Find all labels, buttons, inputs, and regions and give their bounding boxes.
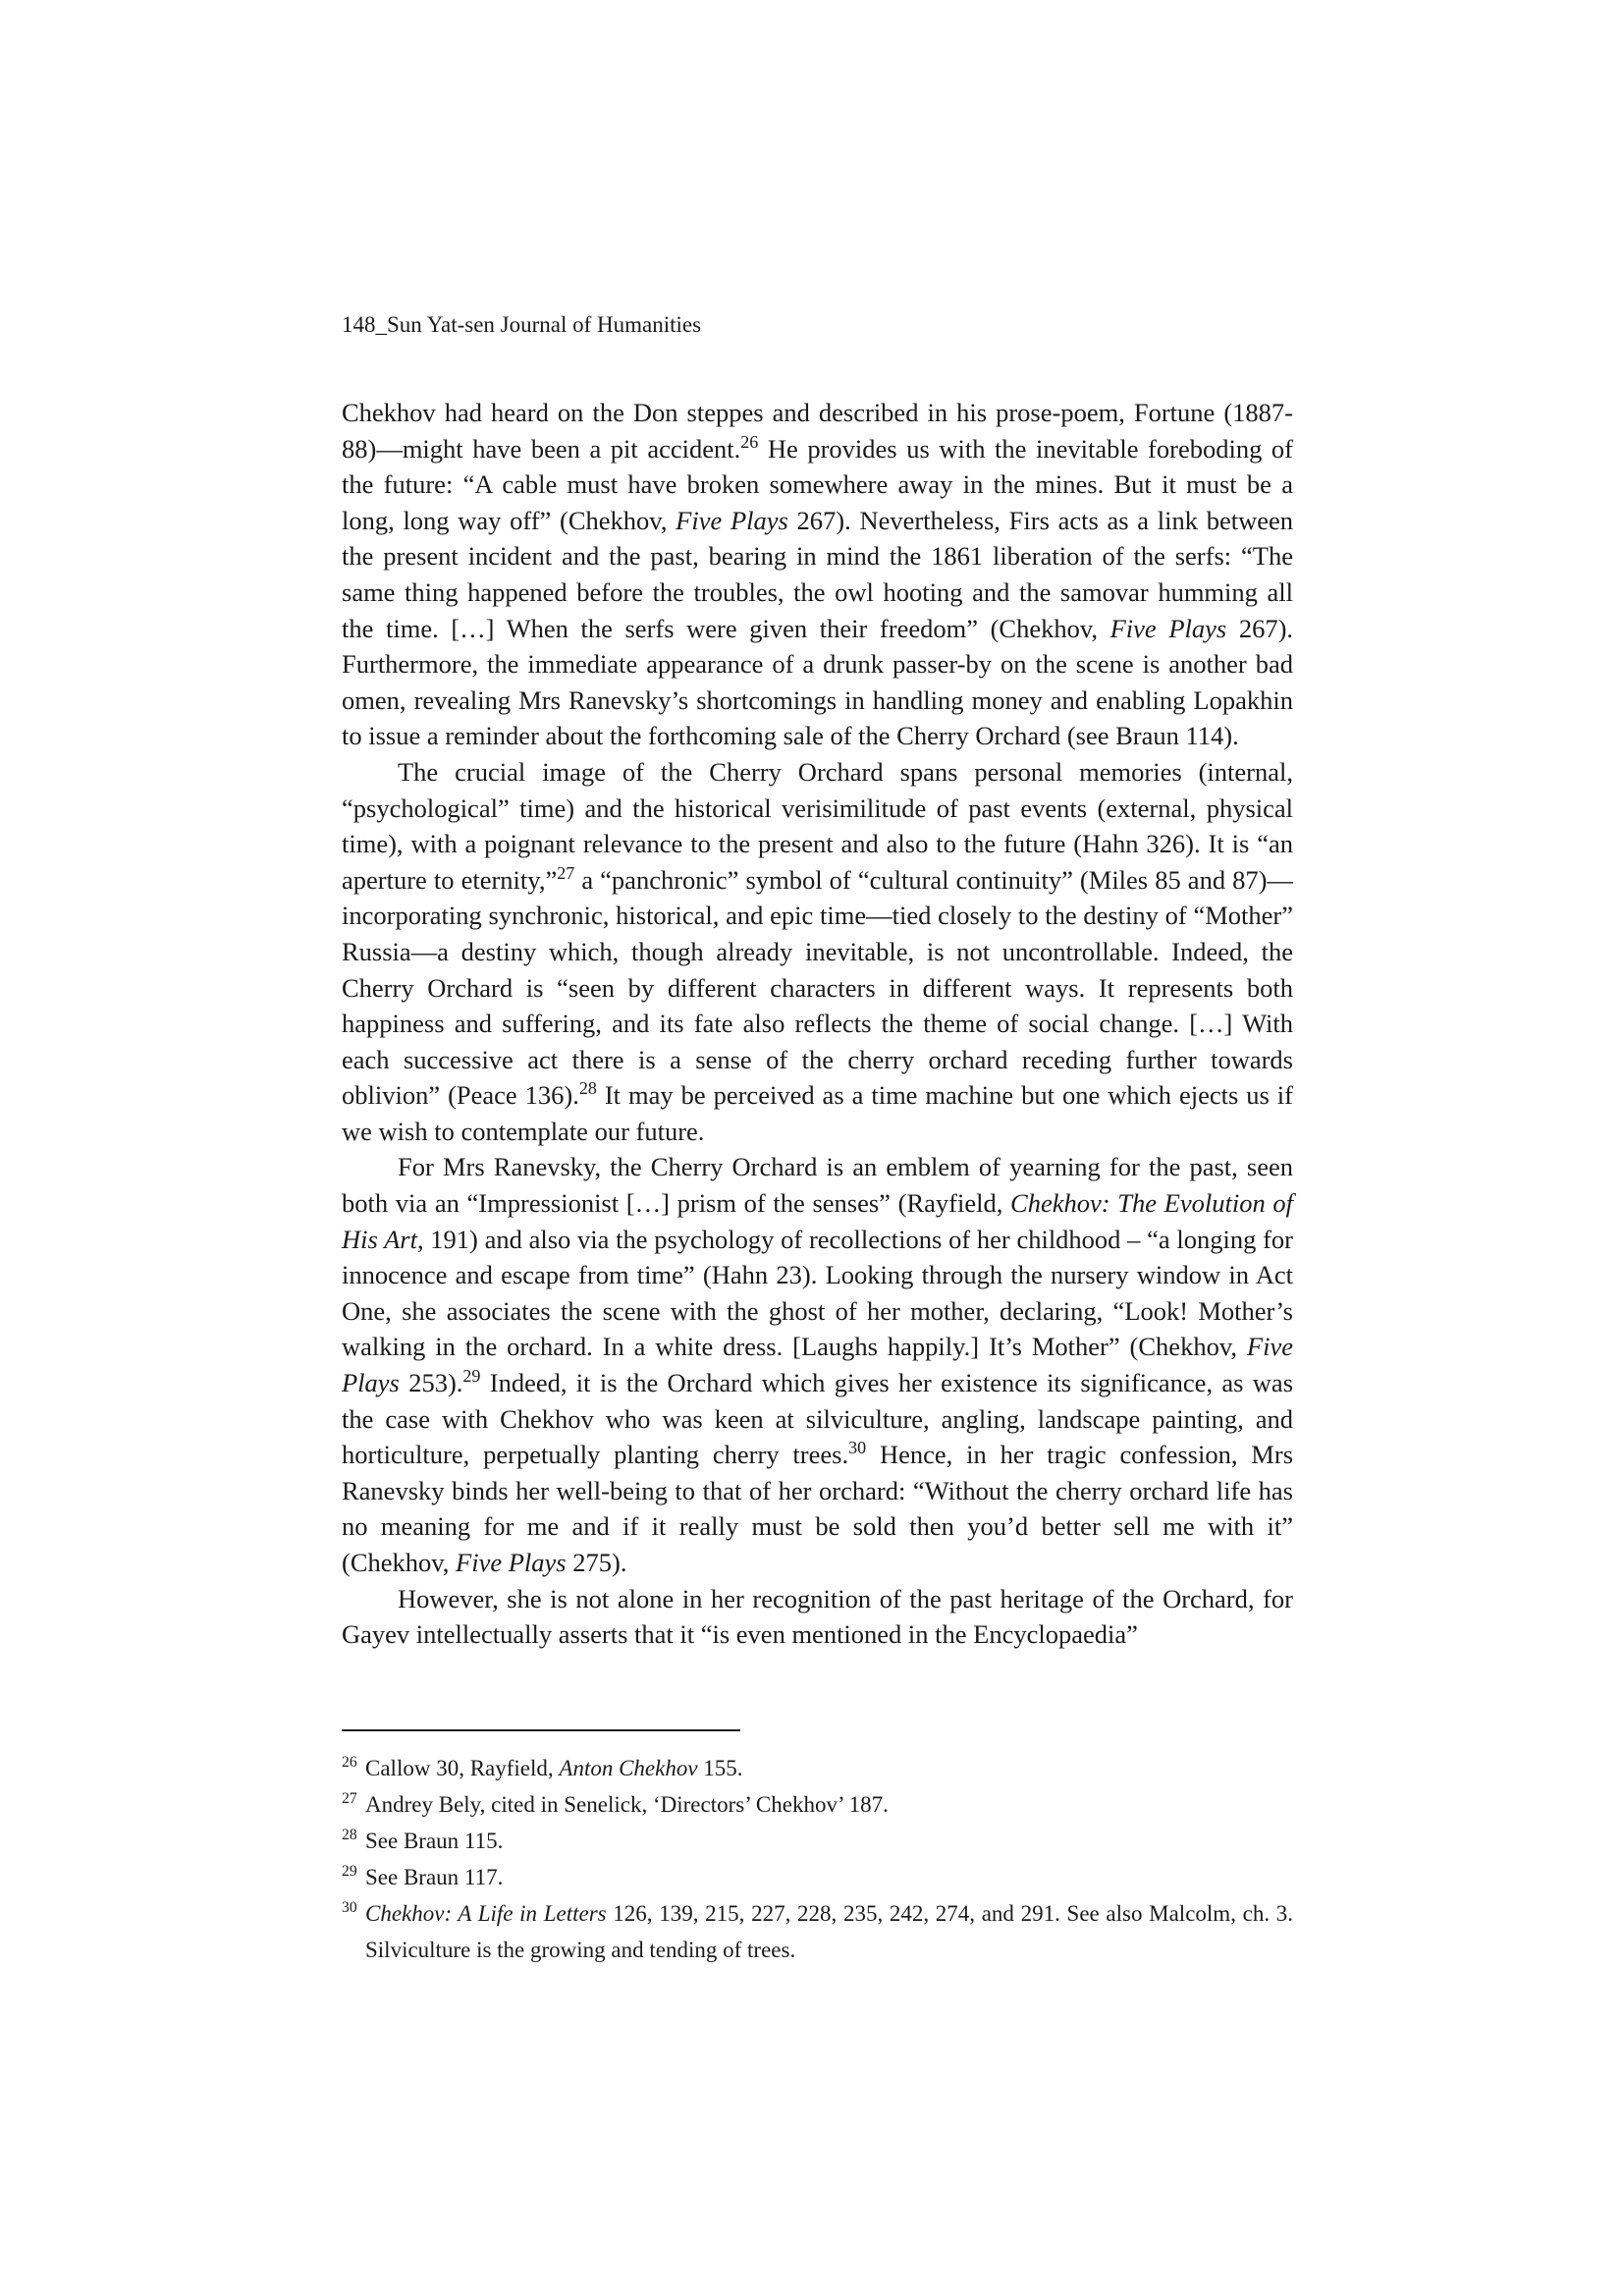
paragraph-4: However, she is not alone in her recognition of the past heritage of the Orchard, for Gayev intellectually asserts that it “is even mentioned in the Encyclopaedia” <box>342 1583 1293 1650</box>
footnote-separator <box>342 1729 740 1731</box>
footnote-28: 28 See Braun 115. <box>342 1827 504 1853</box>
title-five-plays: Five Plays <box>676 505 788 535</box>
paragraph-3: For Mrs Ranevsky, the Cherry Orchard is an emblem of yearning for the past, seen both via an “Impressionist […] prism of the senses” (Rayfield, Chekhov: The Evolution of His Art, 191) and also via the psychology of recollections of her childhood – “a longing for innocence and escape from time” (Hahn 23). Looking through the nursery window in Act One, she associates the scene with the ghost of her mother, declaring, “Look! Mother’s walking in the orchard. In a white dress. [Laughs happily.] It’s Mother” (Chekhov, Five Plays 253).$^{29}$ Indeed, it is the Orchard which gives her existence its significance, as was the case with Chekhov who was keen at silviculture, angling, landscape painting, and horticulture, perpetually planting cherry trees.$^{30}$ Hence, in her tragic confession, Mrs Ranevsky binds her well-being to that of her orchard: “Without the cherry orchard life has no meaning for me and if it really must be sold then you’d better sell me with it” (Chekhov, Five Plays 275). <box>342 1152 1294 1577</box>
running-head: 148_Sun Yat-sen Journal of Humanities <box>342 312 702 337</box>
title-five-plays: Five Plays <box>1109 613 1227 643</box>
footnote-29: 29 See Braun 117. <box>342 1863 504 1889</box>
footnote-ref-27[interactable]: 27 <box>557 862 575 883</box>
footnotes <box>342 1750 1293 1968</box>
body-text <box>342 395 1293 1653</box>
footnote-ref-26[interactable]: 26 <box>740 431 759 452</box>
title-evolution-of-his-art: Chekhov: The Evolution of His Art <box>342 1188 1293 1254</box>
title-five-plays: Five Plays <box>456 1548 567 1577</box>
footnote-26: 26 Callow 30, Rayfield, Anton Chekhov 155. <box>342 1754 743 1780</box>
paragraph-2: The crucial image of the Cherry Orchard spans personal memories (internal, “psychological” time) and the historical verisimilitude of past events (external, physical time), with a poignant relevance to the present and also to the future (Hahn 326). It is “an aperture to eternity,”$^{27}$ a “panchronic” symbol of “cultural continuity” (Miles 85 and 87)—incorporating synchronic, historical, and epic time—tied closely to the destiny of “Mother” Russia—a destiny which, though already inevitable, is not uncontrollable. Indeed, the Cherry Orchard is “seen by different characters in different ways. It represents both happiness and suffering, and its fate also reflects the theme of social change. […] With each successive act there is a sense of the cherry orchard receding further towards oblivion” (Peace 136).$^{28}$ It may be perceived as a time machine but one which ejects us if we wish to contemplate our future. <box>342 756 1293 1146</box>
footnote-30: 30 Chekhov: A Life in Letters 126, 139, 215, 227, 228, 235, 242, 274, and 291. See also Malcolm, ch. 3. Silviculture is the growing and tending of trees. <box>342 1899 1294 1962</box>
footnote-ref-29[interactable]: 29 <box>462 1366 481 1387</box>
footnote-ref-30[interactable]: 30 <box>848 1438 867 1458</box>
paragraph-1: Chekhov had heard on the Don steppes and described in his prose-poem, Fortune (1887-88)—might have been a pit accident.$^{26}$ He provides us with the inevitable foreboding of the future: “A cable must have broken somewhere away in the mines. But it must be a long, long way off” (Chekhov, Five Plays 267). Nevertheless, Firs acts as a link between the present incident and the past, bearing in mind the 1861 liberation of the serfs: “The same thing happened before the troubles, the owl hooting and the samovar humming all the time. […] When the serfs were given their freedom” (Chekhov, Five Plays 267). Furthermore, the immediate appearance of a drunk passer-by on the scene is another bad omen, revealing Mrs Ranevsky’s shortcomings in handling money and enabling Lopakhin to issue a reminder about the forthcoming sale of the Cherry Orchard (see Braun 114). <box>342 398 1294 751</box>
title-five-plays: Five Plays <box>342 1332 1293 1398</box>
footnote-27: 27 Andrey Bely, cited in Senelick, ‘Directors’ Chekhov’ 187. <box>342 1790 889 1817</box>
footnote-ref-28[interactable]: 28 <box>578 1078 597 1099</box>
